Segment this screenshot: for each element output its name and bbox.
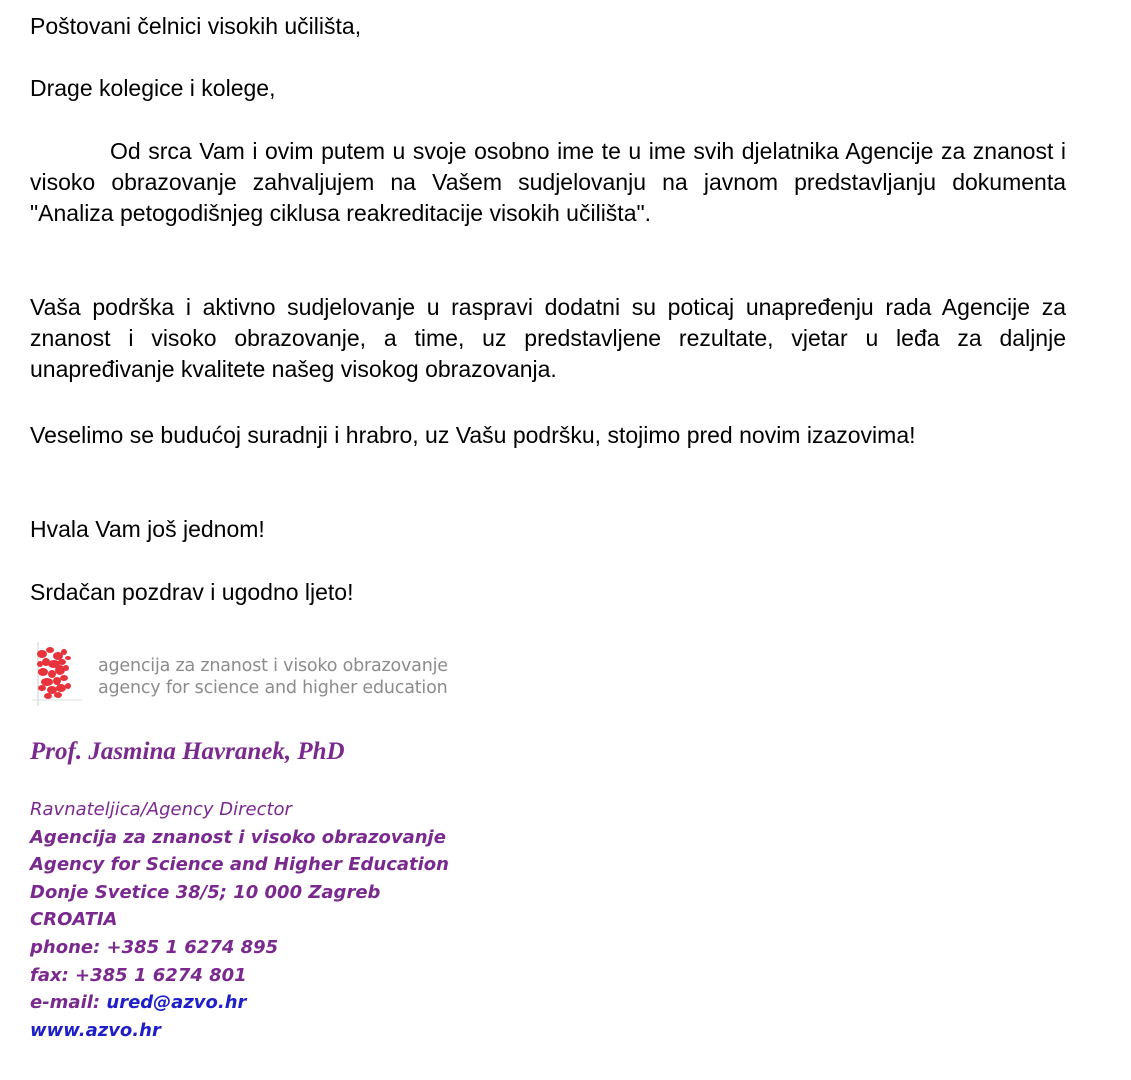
agency-logo-text	[98, 655, 448, 699]
email-row	[30, 989, 449, 1017]
website-link[interactable]: www.azvo.hr	[30, 1019, 161, 1041]
signatory-name: Prof. Jasmina Havranek, PhD	[30, 738, 345, 765]
logo-speckle	[60, 675, 68, 681]
logo-speckle	[63, 665, 69, 671]
organization-name-en: Agency for Science and Higher Education	[30, 854, 449, 876]
logo-speckle	[58, 659, 66, 665]
logo-speckle	[65, 656, 71, 660]
signature-block	[30, 796, 449, 1044]
logo-speckle	[37, 661, 43, 667]
organization-name-hr: Agencija za znanost i visoko obrazovanje	[30, 826, 446, 848]
logo-speckle	[44, 693, 52, 699]
agency-logo-icon	[30, 640, 86, 708]
closing-line: Srdačan pozdrav i ugodno ljeto!	[30, 579, 354, 605]
logo-speckle	[41, 678, 53, 686]
country: CROATIA	[30, 909, 118, 931]
website-row	[30, 1017, 449, 1045]
paragraph-future: Veselimo se budućoj suradnji i hrabro, uz Vašu podršku, stojimo pred novim izazovima!	[30, 422, 916, 448]
agency-logo-line-en: agency for science and higher education	[98, 678, 448, 698]
signatory-title: Ravnateljica/Agency Director	[30, 799, 292, 820]
salutation: Poštovani čelnici visokih učilišta,	[30, 13, 362, 39]
fax-number: fax: +385 1 6274 801	[30, 964, 247, 986]
logo-speckle	[61, 649, 67, 655]
logo-speckle	[53, 677, 61, 685]
paragraph-support: Vaša podrška i aktivno sudjelovanje u raspravi dodatni su poticaj unapređenju rada Agencije za znanost i visoko obrazovanje, a time, uz predstavljene rezultate, vjetar u leđa za daljnje unapređivanje kvalitete našeg visokog obrazovanja.	[30, 294, 1066, 382]
logo-speckle	[46, 647, 54, 653]
logo-speckle	[54, 692, 62, 698]
email-link[interactable]: ured@azvo.hr	[106, 992, 247, 1014]
logo-speckle	[56, 684, 66, 692]
logo-speckle	[38, 685, 46, 691]
paragraph-thanks: Od srca Vam i ovim putem u svoje osobno ime te u ime svih djelatnika Agencije za znanost i visoko obrazovanje zahvaljujem na Vašem sudjelovanju na javnom predstavljanju dokumenta "Analiza petogodišnjeg ciklusa reakreditacije visokih učilišta".	[30, 138, 1066, 226]
agency-logo-line-hr: agencija za znanost i visoko obrazovanje	[98, 656, 448, 676]
logo-speckle	[65, 683, 71, 689]
email-label: e-mail:	[30, 992, 107, 1014]
postal-address: Donje Svetice 38/5; 10 000 Zagreb	[30, 881, 381, 903]
greeting: Drage kolegice i kolege,	[30, 75, 276, 101]
agency-logo	[30, 640, 455, 710]
logo-speckle	[48, 670, 56, 678]
phone-number: phone: +385 1 6274 895	[30, 936, 279, 958]
logo-speckle	[38, 668, 48, 676]
logo-speckle	[37, 650, 47, 658]
thanks-line: Hvala Vam još jednom!	[30, 516, 265, 542]
